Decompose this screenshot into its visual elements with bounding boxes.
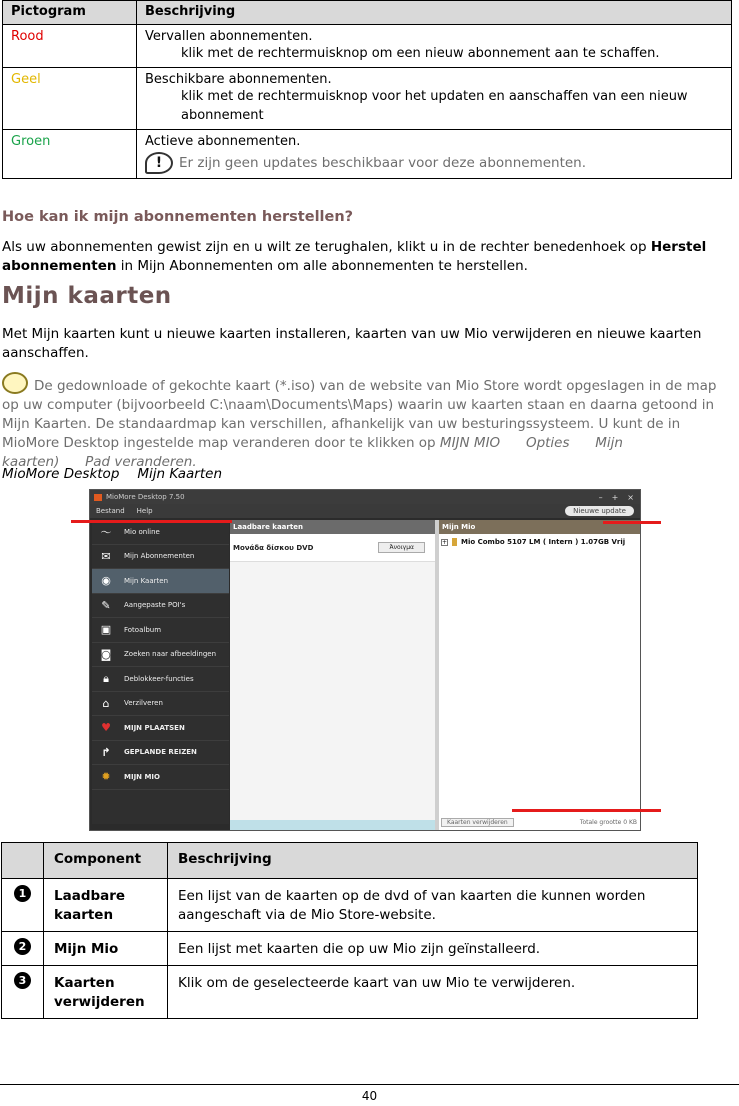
- number-badge: 1: [14, 885, 31, 902]
- sidebar-item-poi[interactable]: ✎ Aangepaste POI's: [92, 594, 229, 619]
- footer-rule: [0, 1084, 739, 1085]
- total-size-label: Totale grootte 0 KB: [579, 818, 637, 826]
- note-icon: !: [145, 152, 173, 174]
- app-screenshot: [89, 489, 641, 831]
- table-row: 3 Kaarten verwijderen Klik om de geselecteerde kaart van uw Mio te verwijderen.: [2, 966, 698, 1019]
- table-row: [3, 68, 732, 130]
- photo-icon: ▣: [100, 623, 112, 637]
- table-header-pictogram: Pictogram: [3, 1, 137, 25]
- loadable-maps-header: Laadbare kaarten: [230, 520, 435, 534]
- callout-1: [71, 520, 232, 523]
- open-button[interactable]: Άνοιγμα: [378, 542, 425, 553]
- callout-3: [512, 809, 661, 812]
- restore-keyword: Herstel abonnementen: [2, 239, 707, 274]
- intro-paragraph: Met Mijn kaarten kunt u nieuwe kaarten installeren, kaarten van uw Mio verwijderen en nieuwe kaarten aanschaffen.: [2, 326, 702, 361]
- my-mio-pane: [439, 520, 641, 831]
- table-header-num: [2, 843, 44, 879]
- camera-icon: ◙: [100, 647, 112, 661]
- table-header-beschrijving: Beschrijving: [168, 843, 698, 879]
- menu-bestand[interactable]: Bestand: [96, 507, 125, 515]
- expand-icon[interactable]: +: [442, 538, 448, 546]
- menu-bar: [90, 504, 640, 518]
- number-badge: 2: [14, 938, 31, 955]
- redeem-icon: ⌂: [102, 696, 110, 710]
- row-title: Vervallen abonnementen.: [145, 29, 313, 44]
- wave-icon: 〜: [100, 525, 112, 539]
- sidebar-item-deblokkeer[interactable]: 🔒︎ Deblokkeer-functies: [92, 667, 229, 692]
- window-titlebar: MioMore Desktop 7.50 – + ×: [90, 490, 640, 504]
- lightbulb-icon: [2, 372, 28, 394]
- section-heading: Hoe kan ik mijn abonnementen herstellen?: [2, 209, 354, 225]
- gear-icon: ✹: [101, 770, 111, 784]
- sidebar-item-mijn-mio[interactable]: ✹ MIJN MIO: [92, 765, 229, 790]
- sidebar-item-abonnementen[interactable]: ✉ Mijn Abonnementen: [92, 545, 229, 570]
- loadable-maps-pane: [230, 520, 435, 831]
- sidebar-item-geplande-reizen[interactable]: ↱ GEPLANDE REIZEN: [92, 741, 229, 766]
- row-subtext: klik met de rechtermuisknop om een nieuw abonnement aan te schaffen.: [181, 46, 660, 61]
- envelope-icon: ✉: [101, 549, 111, 563]
- table-row: 1 Laadbare kaarten Een lijst van de kaarten op de dvd of van kaarten die kunnen worden aangeschaft via de Mio Store-website.: [2, 879, 698, 932]
- row-title: Actieve abonnementen.: [145, 134, 301, 149]
- app-logo-icon: [94, 494, 102, 501]
- sidebar-item-zoeken[interactable]: ◙ Zoeken naar afbeeldingen: [92, 643, 229, 668]
- poi-icon: ✎: [101, 598, 111, 612]
- callout-2: [603, 521, 661, 524]
- lock-icon: 🔒︎: [103, 671, 109, 685]
- sidebar-item-mio-online[interactable]: 〜 Mio online: [92, 520, 229, 545]
- menu-help[interactable]: Help: [136, 507, 153, 515]
- my-mio-header: Mijn Mio: [439, 520, 641, 534]
- table-row: 2 Mijn Mio Een lijst met kaarten die op uw Mio zijn geïnstalleerd.: [2, 932, 698, 966]
- tip-paragraph: De gedownloade of gekochte kaart (*.iso) van de website van Mio Store wordt opgeslagen in de map op uw computer (bijvoorbeeld C:\naam\Documents\Maps) waarin uw kaarten staan en daarna getoond in Mijn Kaarten. De standaardmap kan verschillen, afhankelijk van uw besturingssysteem. U kunt de in MioMore Desktop ingestelde map veranderen door te klikken op MIJN MIO Opties Mijn kaarten) Pad veranderen.: [2, 372, 732, 472]
- nav-path: MioMore Desktop Mijn Kaarten: [2, 466, 223, 482]
- row-title: Beschikbare abonnementen.: [145, 72, 332, 87]
- globe-icon: ◉: [101, 574, 111, 588]
- page-number: 40: [361, 1089, 378, 1103]
- remove-maps-button[interactable]: Kaarten verwijderen: [441, 818, 514, 827]
- component-table: [1, 842, 698, 1019]
- number-badge: 3: [14, 972, 31, 989]
- row-note: Er zijn geen updates beschikbaar voor deze abonnementen.: [179, 155, 587, 171]
- sidebar-item-verzilveren[interactable]: ⌂ Verzilveren: [92, 692, 229, 717]
- table-row: [3, 25, 732, 68]
- minimize-icon[interactable]: –: [598, 492, 603, 502]
- maximize-icon[interactable]: +: [611, 492, 619, 502]
- close-icon[interactable]: ×: [627, 492, 634, 502]
- row-subtext: klik met de rechtermuisknop voor het updaten en aanschaffen van een nieuw abonnement: [181, 89, 688, 123]
- heart-icon: ♥: [101, 721, 111, 735]
- pictogram-red: Rood: [3, 25, 137, 68]
- route-icon: ↱: [101, 745, 111, 759]
- table-header-component: Component: [44, 843, 168, 879]
- sidebar-item-mijn-plaatsen[interactable]: ♥ MIJN PLAATSEN: [92, 716, 229, 741]
- page-title: Mijn kaarten: [2, 283, 172, 309]
- restore-paragraph: Als uw abonnementen gewist zijn en u wilt ze terughalen, klikt u in de rechter benedenhoek op Herstel abonnementen in Mijn Abonnementen om alle abonnementen te herstellen.: [2, 239, 707, 274]
- new-update-button[interactable]: Nieuwe update: [565, 506, 634, 516]
- pictogram-green: Groen: [3, 130, 137, 179]
- pictogram-yellow: Geel: [3, 68, 137, 130]
- sd-card-icon: [452, 538, 457, 546]
- sidebar-item-kaarten[interactable]: ◉ Mijn Kaarten: [92, 569, 229, 594]
- table-header-beschrijving: Beschrijving: [137, 1, 732, 25]
- pictogram-table: [2, 0, 732, 179]
- table-row: [3, 130, 732, 179]
- sidebar: [92, 520, 229, 824]
- sidebar-item-fotoalbum[interactable]: ▣ Fotoalbum: [92, 618, 229, 643]
- list-item[interactable]: Μονάδα δίσκου DVD Άνοιγμα: [230, 534, 435, 562]
- device-tree-item[interactable]: + Mio Combo 5107 LM ( Intern ) 1.07GB Vrij: [442, 538, 626, 546]
